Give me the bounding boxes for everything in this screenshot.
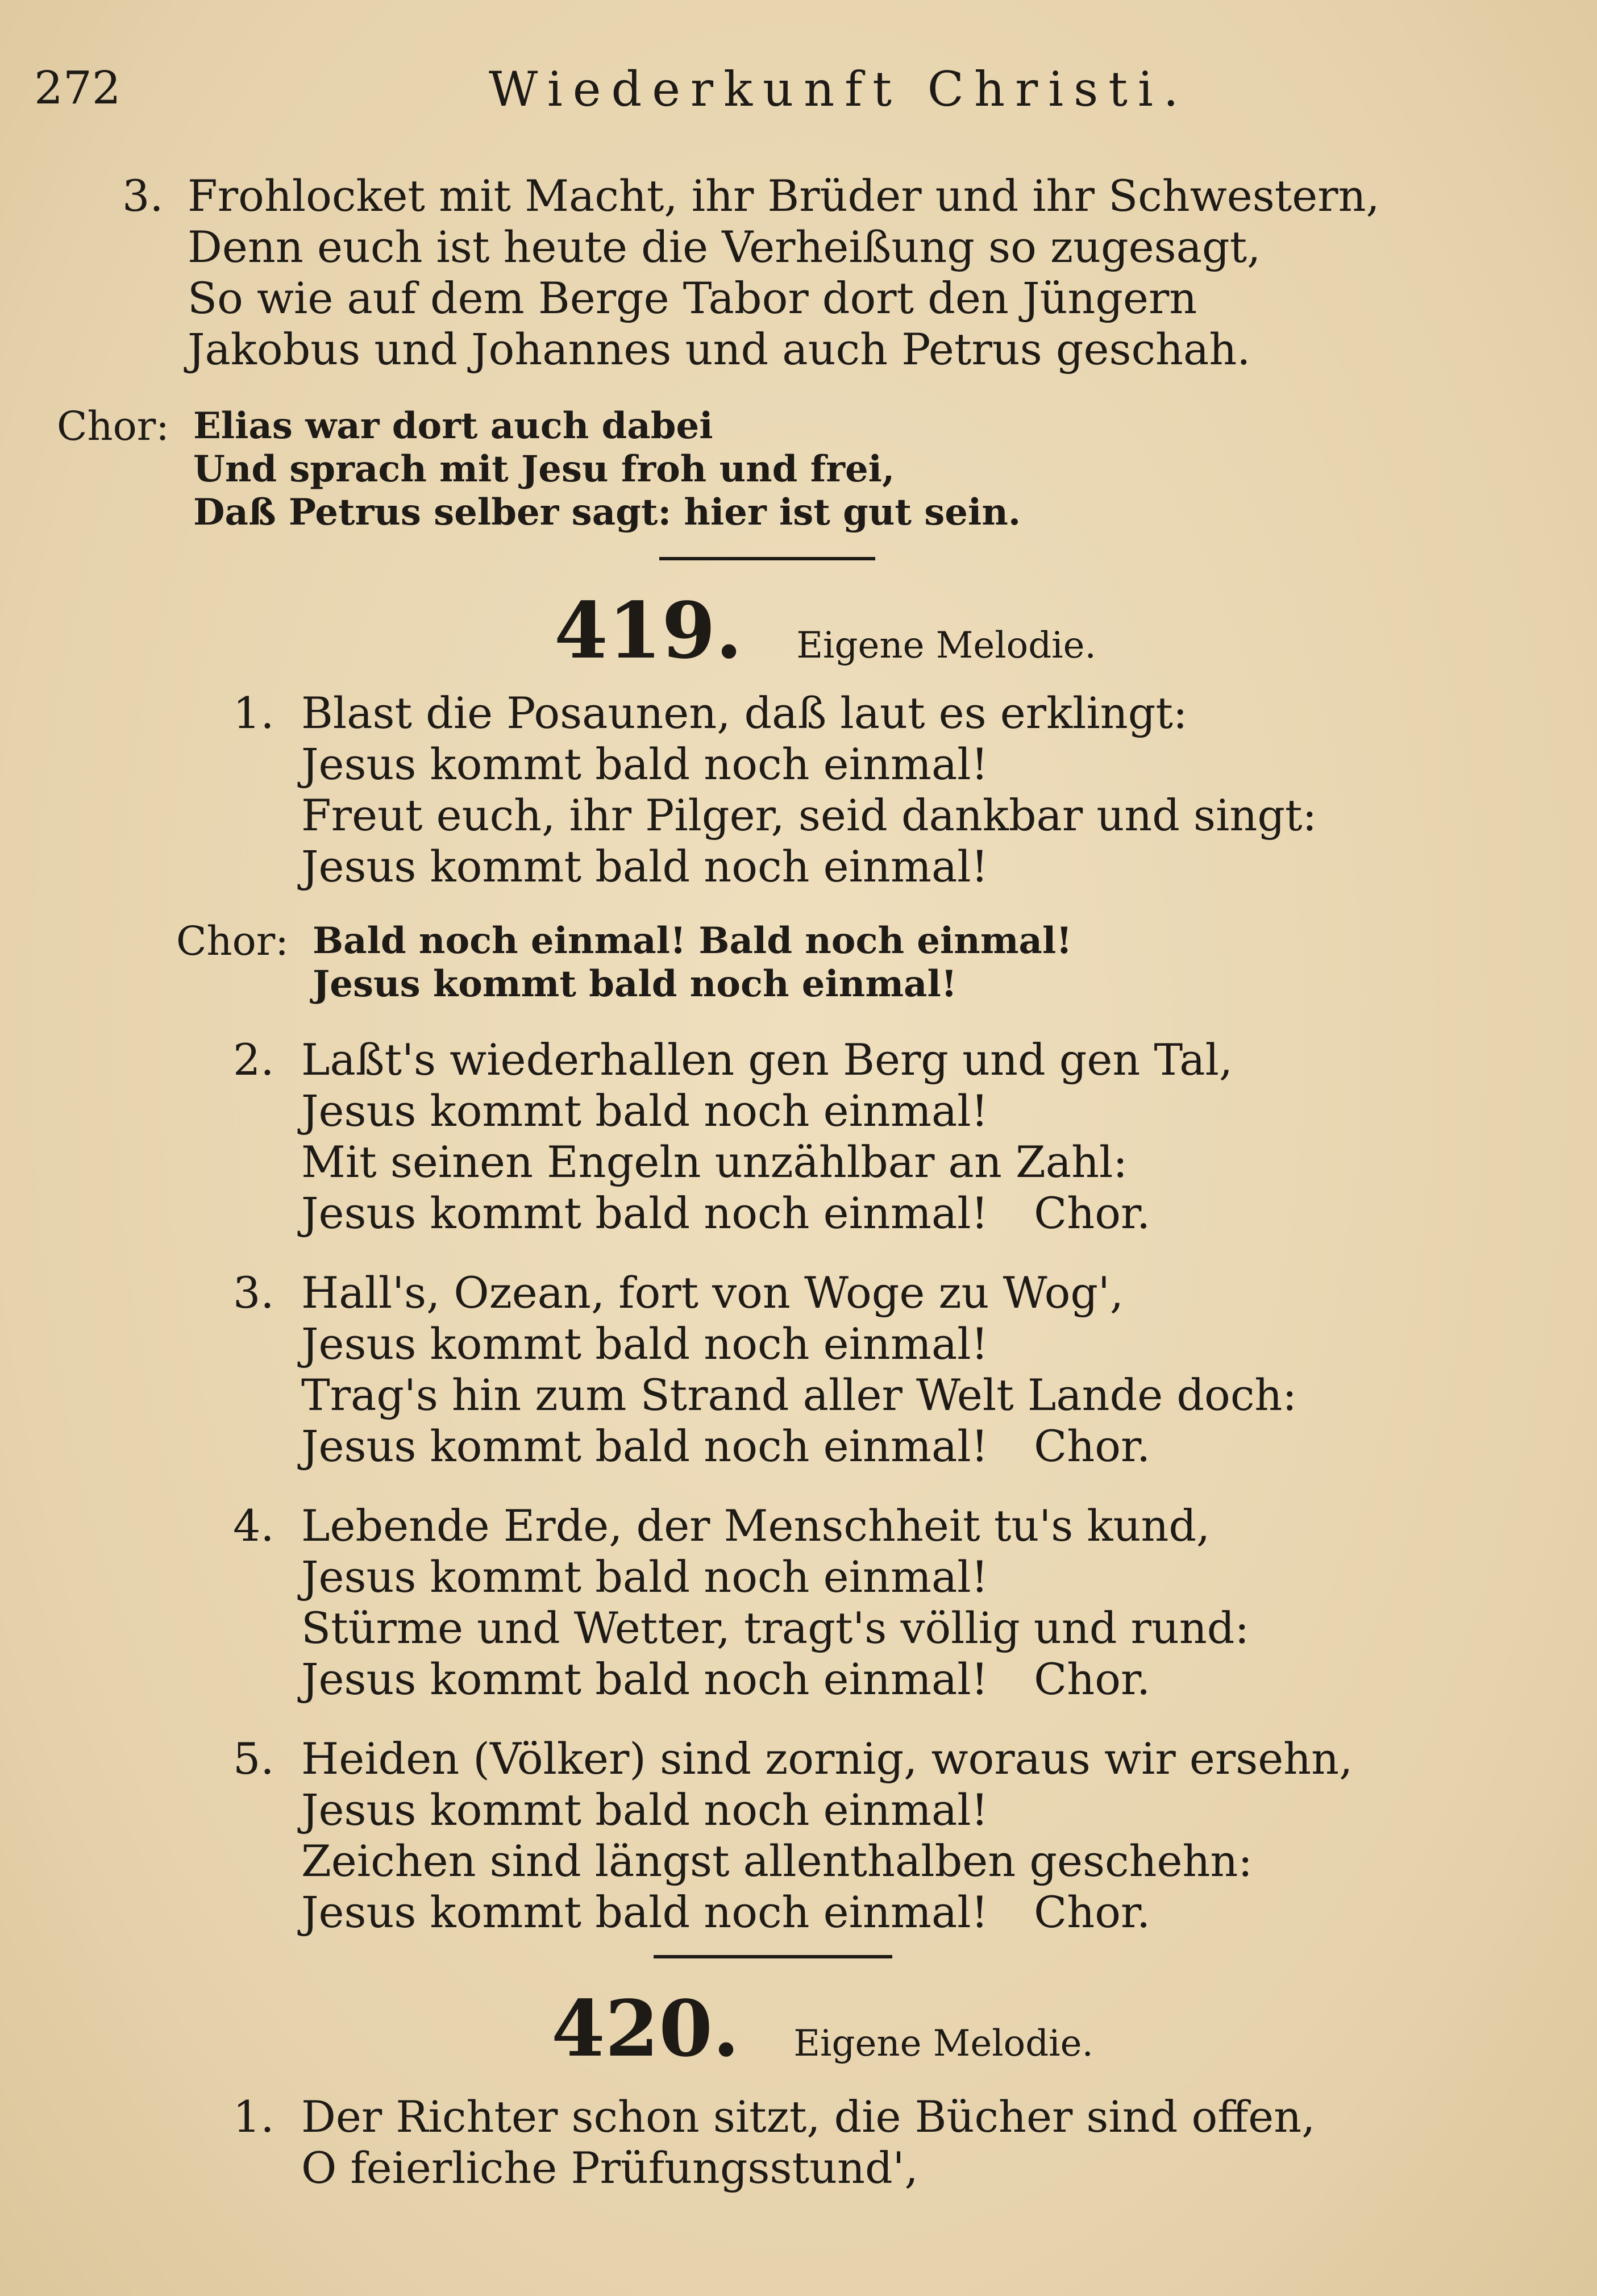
hymn-419-stanza-4: [233, 1500, 1250, 1705]
chorus-label: Chor:: [57, 403, 169, 450]
verse-line: Jesus kommt bald noch einmal!: [301, 1085, 989, 1136]
hymn-divider: [659, 557, 875, 560]
verse-line: Jesus kommt bald noch einmal!: [301, 1552, 989, 1602]
stanza-number: 1.: [233, 2091, 275, 2142]
page-number: 272: [34, 61, 121, 114]
stanza-number: 1.: [233, 688, 275, 738]
chorus-label: Chor:: [176, 918, 289, 964]
hymn-419-heading: [554, 585, 1096, 676]
verse-line: Der Richter schon sitzt, die Bücher sind offen,: [301, 2091, 1316, 2142]
verse-line: Freut euch, ihr Pilger, seid dankbar und singt:: [301, 790, 1317, 841]
hymn-melody: Eigene Melodie.: [796, 625, 1096, 667]
chorus-line: Bald noch einmal! Bald noch einmal!: [313, 920, 1072, 962]
verse-line: Lebende Erde, der Menschheit tu's kund,: [301, 1500, 1211, 1551]
verse-line: Jesus kommt bald noch einmal!: [301, 1785, 989, 1835]
verse-line: [301, 1887, 1353, 1938]
hymn-420-heading: [551, 1983, 1093, 2074]
verse-line: Jesus kommt bald noch einmal!: [301, 739, 989, 789]
hymn-419-stanza-5: [233, 1733, 1353, 1938]
verse-line: Jesus kommt bald noch einmal!: [301, 841, 989, 892]
verse-line: Frohlocket mit Macht, ihr Brüder und ihr Schwestern,: [188, 170, 1380, 221]
verse-text: Jesus kommt bald noch einmal!: [301, 1421, 989, 1471]
stanza-number: 3.: [233, 1267, 275, 1318]
verse-line: Trag's hin zum Strand aller Welt Lande doch:: [301, 1370, 1297, 1420]
chorus-line: Jesus kommt bald noch einmal!: [313, 963, 957, 1005]
hymn-420-stanza-1: [233, 2091, 1316, 2194]
verse-text: Jesus kommt bald noch einmal!: [301, 1654, 989, 1704]
verse-line: Jesus kommt bald noch einmal!: [301, 1318, 989, 1369]
prev-hymn-stanza-3: [122, 170, 1380, 375]
chorus-line: Und sprach mit Jesu froh und frei,: [193, 448, 895, 490]
verse-line: So wie auf dem Berge Tabor dort den Jüngern: [188, 273, 1197, 323]
stanza-number: 5.: [233, 1733, 275, 1784]
verse-line: Zeichen sind längst allenthalben geschehn:: [301, 1836, 1253, 1886]
verse-line: Laßt's wiederhallen gen Berg und gen Tal,: [301, 1034, 1233, 1085]
chorus-reference: Chor.: [1034, 1421, 1151, 1471]
running-title: Wiederkunft Christi.: [489, 61, 1189, 117]
hymn-419-stanza-1: [233, 688, 1317, 892]
verse-line: [301, 1654, 1249, 1705]
verse-line: [301, 1188, 1233, 1239]
page-header: [34, 61, 1506, 124]
verse-line: Heiden (Völker) sind zornig, woraus wir ersehn,: [301, 1733, 1353, 1784]
stanza-number: 4.: [233, 1500, 275, 1551]
hymn-number: 420.: [551, 1983, 740, 2074]
chorus-reference: Chor.: [1034, 1188, 1151, 1238]
hymn-419-chorus: [176, 918, 1072, 1006]
verse-line: O feierliche Prüfungsstund',: [301, 2143, 918, 2193]
verse-line: [301, 1421, 1297, 1472]
verse-line: Hall's, Ozean, fort von Woge zu Wog',: [301, 1267, 1124, 1318]
verse-line: Stürme und Wetter, tragt's völlig und rund:: [301, 1603, 1250, 1653]
hymn-divider: [654, 1955, 892, 1958]
stanza-number: 3.: [122, 170, 164, 221]
hymn-419-stanza-2: [233, 1034, 1233, 1239]
chorus-line: Daß Petrus selber sagt: hier ist gut sein.: [193, 491, 1021, 534]
verse-text: Jesus kommt bald noch einmal!: [301, 1188, 989, 1238]
hymn-419-stanza-3: [233, 1267, 1297, 1472]
verse-text: Jesus kommt bald noch einmal!: [301, 1887, 989, 1937]
verse-line: Denn euch ist heute die Verheißung so zugesagt,: [188, 222, 1261, 272]
stanza-number: 2.: [233, 1034, 275, 1085]
hymn-melody: Eigene Melodie.: [793, 2023, 1093, 2065]
prev-hymn-chorus: [57, 403, 1021, 534]
hymn-number: 419.: [554, 585, 743, 676]
chorus-line: Elias war dort auch dabei: [193, 405, 713, 447]
verse-line: Jakobus und Johannes und auch Petrus geschah.: [188, 324, 1251, 375]
verse-line: Mit seinen Engeln unzählbar an Zahl:: [301, 1137, 1128, 1187]
chorus-reference: Chor.: [1034, 1654, 1151, 1704]
verse-line: Blast die Posaunen, daß laut es erklingt:: [301, 688, 1188, 738]
chorus-reference: Chor.: [1034, 1887, 1151, 1937]
